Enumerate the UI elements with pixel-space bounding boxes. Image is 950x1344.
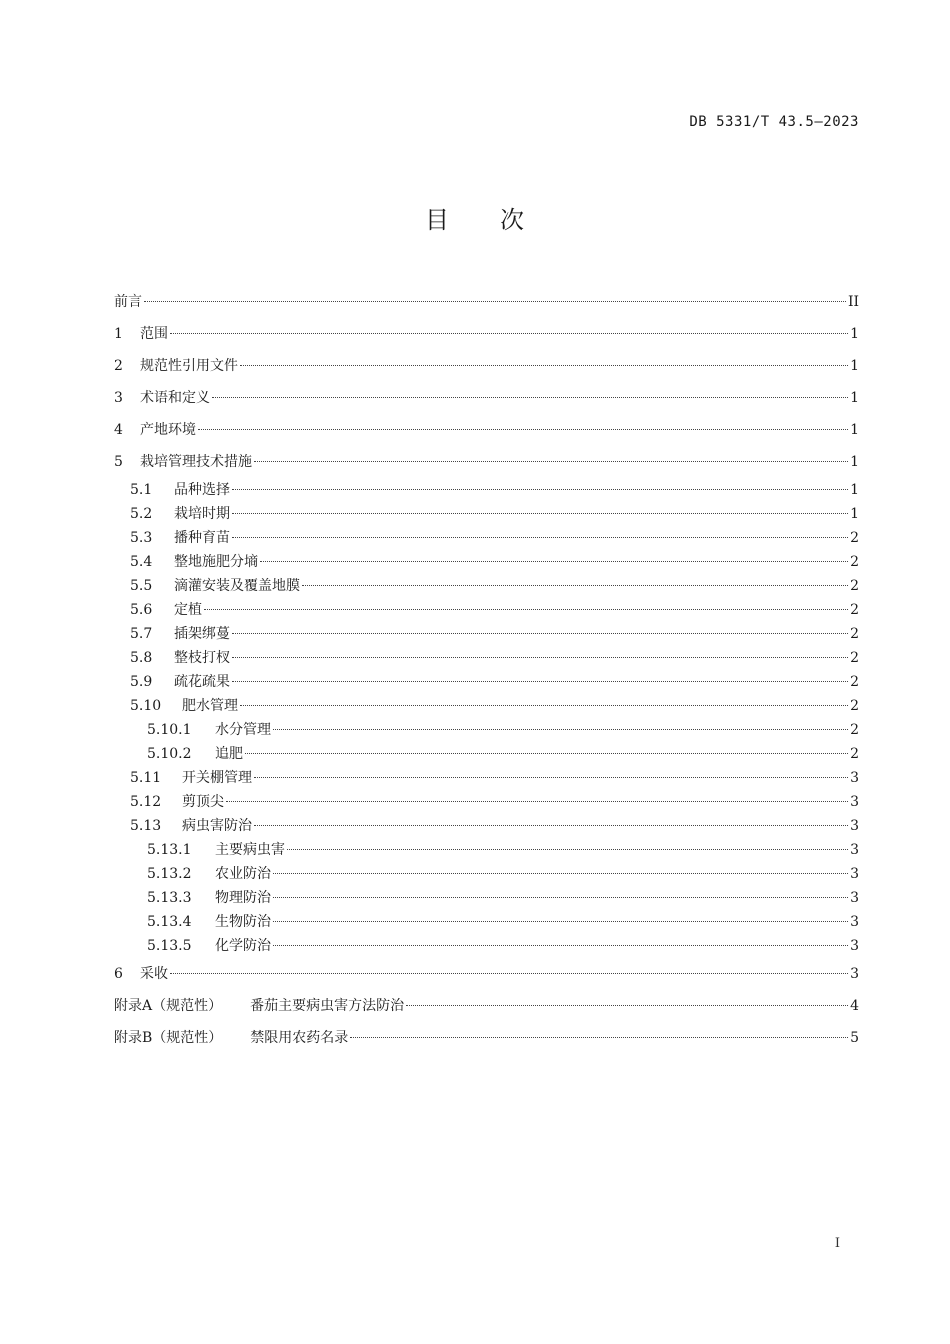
toc-entry-label: 栽培管理技术措施 (140, 454, 252, 470)
toc-entry-page: 3 (850, 890, 859, 906)
toc-entry-label: 术语和定义 (140, 390, 210, 406)
dot-leader (198, 429, 848, 430)
toc-entry-page: 2 (850, 578, 859, 594)
toc-entry-label: 产地环境 (140, 422, 196, 438)
toc-entry-label: 肥水管理 (182, 698, 238, 714)
toc-entry-page: 3 (850, 842, 859, 858)
toc-entry-page: 3 (850, 938, 859, 954)
toc-entry-number: 5.13.3 (147, 890, 192, 906)
dot-leader (273, 945, 848, 946)
toc-entry-label: 生物防治 (215, 914, 271, 930)
toc-entry-page: 1 (850, 358, 859, 374)
toc-entry-page: 5 (850, 1030, 859, 1046)
toc-entry[interactable] (114, 790, 859, 814)
table-of-contents (114, 286, 859, 1054)
toc-entry-number: 5.10 (130, 698, 162, 714)
toc-entry-number: 5.5 (130, 578, 153, 594)
dot-leader (287, 849, 848, 850)
dot-leader (204, 609, 848, 610)
toc-entry-number: 5.13.4 (147, 914, 192, 930)
toc-entry-number: 5.2 (130, 506, 153, 522)
toc-entry-label: 插架绑蔓 (174, 626, 230, 642)
dot-leader (273, 897, 848, 898)
dot-leader (170, 333, 848, 334)
toc-entry-label: 疏花疏果 (174, 674, 230, 690)
toc-entry-number: 5.10.2 (147, 746, 192, 762)
dot-leader (232, 537, 848, 538)
toc-entry-number: 5.10.1 (147, 722, 192, 738)
toc-entry-label: 主要病虫害 (215, 842, 285, 858)
toc-entry-page: 2 (850, 626, 859, 642)
toc-entry-number: 5.4 (130, 554, 153, 570)
toc-entry-label: 追肥 (215, 746, 243, 762)
toc-entry-number: 5.3 (130, 530, 153, 546)
toc-entry[interactable] (114, 694, 859, 718)
toc-entry[interactable] (114, 934, 859, 958)
toc-entry[interactable] (114, 886, 859, 910)
dot-leader (232, 513, 848, 514)
toc-entry-label: 化学防治 (215, 938, 271, 954)
toc-entry[interactable] (114, 478, 859, 502)
toc-entry-page: 1 (850, 482, 859, 498)
dot-leader (254, 777, 848, 778)
toc-entry-number: 5.11 (130, 770, 162, 786)
toc-entry-page: 2 (850, 650, 859, 666)
toc-entry-number: 5.12 (130, 794, 162, 810)
toc-entry-label: 禁限用农药名录 (250, 1030, 349, 1046)
toc-entry[interactable] (114, 526, 859, 550)
toc-entry[interactable] (114, 838, 859, 862)
toc-entry[interactable] (114, 670, 859, 694)
toc-entry[interactable] (114, 446, 859, 478)
toc-entry[interactable] (114, 958, 859, 990)
toc-entry-page: 2 (850, 746, 859, 762)
toc-entry-page: 3 (850, 770, 859, 786)
toc-entry-number: 5.13.5 (147, 938, 192, 954)
dot-leader (273, 873, 848, 874)
dot-leader (273, 729, 848, 730)
toc-entry-page: 1 (850, 454, 859, 470)
toc-entry-label: 水分管理 (215, 722, 271, 738)
toc-entry-number: 4 (114, 422, 123, 438)
toc-entry[interactable] (114, 382, 859, 414)
dot-leader (302, 585, 848, 586)
toc-entry-number: 5.13.1 (147, 842, 192, 858)
toc-entry-page: 3 (850, 818, 859, 834)
toc-entry-page: 2 (850, 698, 859, 714)
toc-entry-page: 2 (850, 602, 859, 618)
dot-leader (232, 681, 848, 682)
dot-leader (245, 753, 848, 754)
toc-entry-label: 整地施肥分墒 (174, 554, 258, 570)
toc-entry[interactable] (114, 574, 859, 598)
toc-entry-label: 物理防治 (215, 890, 271, 906)
toc-entry-number: 5.6 (130, 602, 153, 618)
toc-entry[interactable] (114, 742, 859, 766)
dot-leader (254, 461, 848, 462)
toc-entry-number: 5.1 (130, 482, 153, 498)
dot-leader (350, 1037, 848, 1038)
toc-entry-label: 前言 (114, 294, 142, 310)
toc-entry-number: 5.13.2 (147, 866, 192, 882)
toc-entry-page: II (847, 294, 859, 310)
toc-entry-label: 栽培时期 (174, 506, 230, 522)
dot-leader (144, 301, 846, 302)
dot-leader (212, 397, 848, 398)
toc-entry[interactable] (114, 1022, 859, 1054)
toc-entry-page: 1 (850, 326, 859, 342)
dot-leader (260, 561, 848, 562)
toc-entry[interactable] (114, 318, 859, 350)
toc-entry[interactable] (114, 910, 859, 934)
toc-entry-page: 1 (850, 390, 859, 406)
toc-entry[interactable] (114, 814, 859, 838)
toc-entry-label: 番茄主要病虫害方法防治 (250, 998, 405, 1014)
toc-entry-number: 5.8 (130, 650, 153, 666)
toc-entry[interactable] (114, 646, 859, 670)
dot-leader (232, 633, 848, 634)
toc-entry-page: 2 (850, 674, 859, 690)
toc-entry[interactable] (114, 766, 859, 790)
toc-entry-label: 病虫害防治 (182, 818, 252, 834)
dot-leader (232, 657, 848, 658)
toc-entry-page: 1 (850, 422, 859, 438)
page-title: 目 次 (425, 206, 525, 234)
document-code: DB 5331/T 43.5—2023 (689, 114, 859, 130)
toc-entry-page: 3 (850, 914, 859, 930)
dot-leader (170, 973, 848, 974)
toc-entry-page: 2 (850, 722, 859, 738)
toc-entry-page: 1 (850, 506, 859, 522)
toc-entry-label: 农业防治 (215, 866, 271, 882)
dot-leader (240, 365, 848, 366)
toc-entry-label: 采收 (140, 966, 168, 982)
toc-entry-number: 6 (114, 966, 123, 982)
toc-entry-page: 3 (850, 866, 859, 882)
toc-entry[interactable] (114, 502, 859, 526)
toc-entry[interactable] (114, 414, 859, 446)
toc-entry[interactable] (114, 990, 859, 1022)
toc-entry-page: 4 (850, 998, 859, 1014)
toc-entry[interactable] (114, 350, 859, 382)
toc-entry-number: 2 (114, 358, 123, 374)
toc-entry-page: 2 (850, 530, 859, 546)
toc-entry-page: 3 (850, 794, 859, 810)
toc-entry-number: 5.9 (130, 674, 153, 690)
page-number: I (834, 1236, 840, 1251)
toc-entry[interactable] (114, 862, 859, 886)
dot-leader (406, 1005, 848, 1006)
toc-entry-number: 5 (114, 454, 123, 470)
toc-entry-label: 规范性引用文件 (140, 358, 238, 374)
toc-entry-label: 滴灌安装及覆盖地膜 (174, 578, 300, 594)
toc-entry[interactable] (114, 622, 859, 646)
toc-entry-number: 附录A（规范性） (114, 998, 223, 1014)
toc-entry-number: 3 (114, 390, 123, 406)
toc-entry-label: 剪顶尖 (182, 794, 224, 810)
toc-entry-label: 播种育苗 (174, 530, 230, 546)
toc-entry-label: 范围 (140, 326, 168, 342)
toc-entry[interactable] (114, 718, 859, 742)
toc-entry-label: 整枝打杈 (174, 650, 230, 666)
toc-entry-number: 1 (114, 326, 123, 342)
toc-entry-label: 品种选择 (174, 482, 230, 498)
toc-entry-label: 定植 (174, 602, 202, 618)
toc-entry[interactable] (114, 286, 859, 318)
toc-entry-label: 开关棚管理 (182, 770, 252, 786)
toc-entry-page: 3 (850, 966, 859, 982)
dot-leader (226, 801, 848, 802)
toc-entry-number: 5.13 (130, 818, 162, 834)
toc-entry-number: 5.7 (130, 626, 153, 642)
toc-entry-page: 2 (850, 554, 859, 570)
dot-leader (240, 705, 848, 706)
toc-entry-number: 附录B（规范性） (114, 1030, 223, 1046)
toc-entry[interactable] (114, 598, 859, 622)
dot-leader (254, 825, 848, 826)
toc-entry[interactable] (114, 550, 859, 574)
dot-leader (273, 921, 848, 922)
dot-leader (232, 489, 848, 490)
